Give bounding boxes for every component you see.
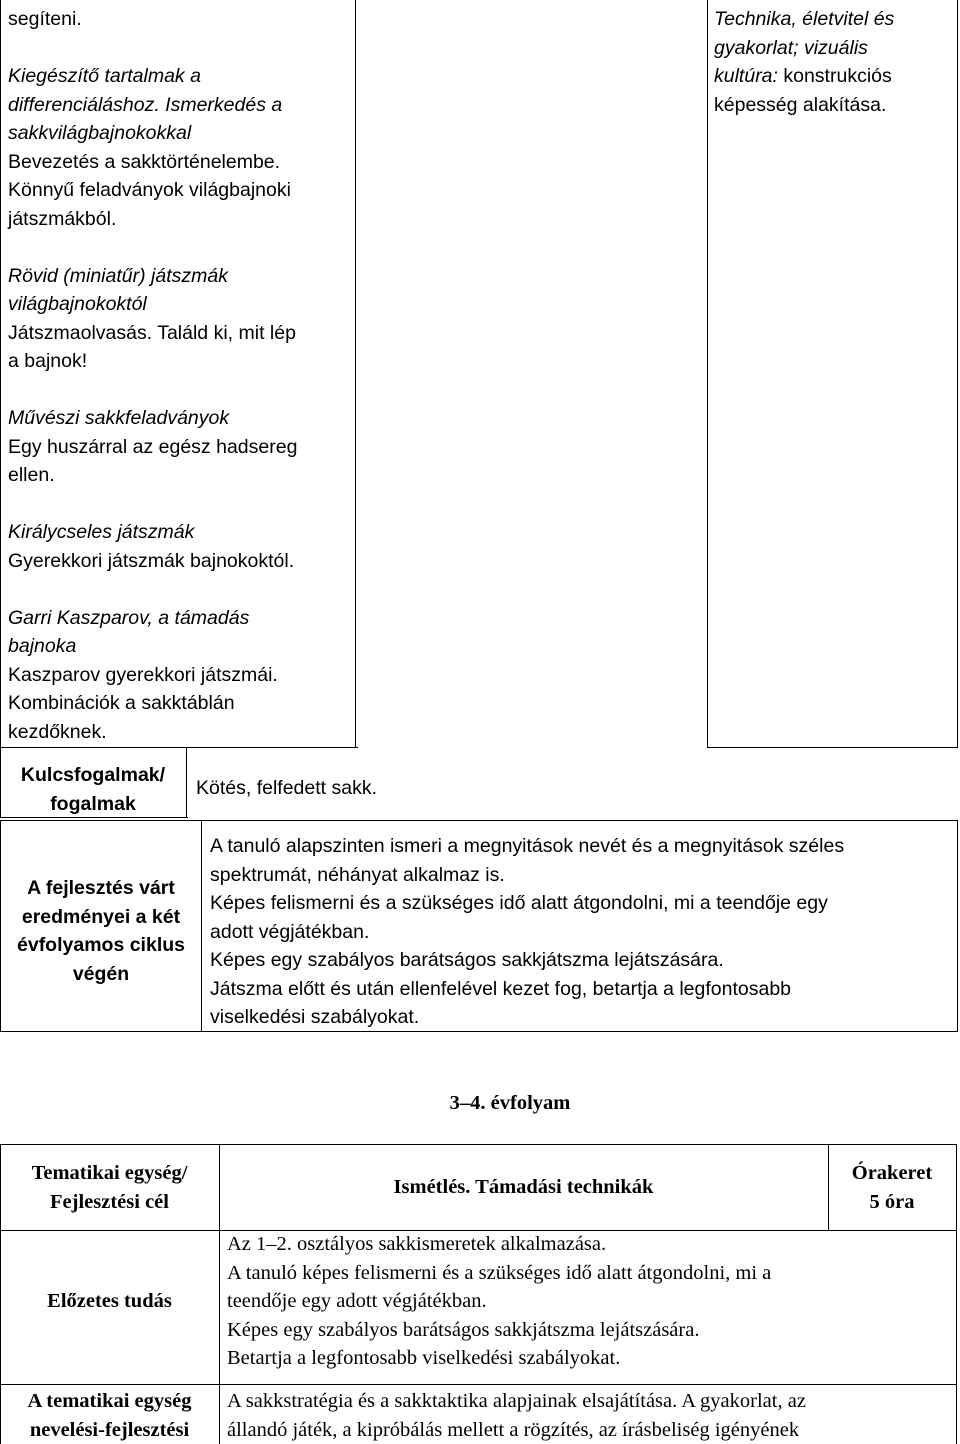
col3-line: [714, 34, 954, 63]
topic-unit-label-line: Fejlesztési cél: [50, 1190, 169, 1213]
outcomes-line: Képes egy szabályos barátságos sakkjátszma lejátszására.: [210, 949, 724, 971]
col1-line: [8, 233, 353, 262]
topic-unit-label: [0, 1159, 219, 1216]
col1-line: világbajnokoktól: [8, 293, 147, 315]
col3-line-italic: gyakorlat; vizuális: [714, 36, 868, 59]
col1-line: Kombinációk a sakktáblán: [8, 692, 235, 714]
goals-line: állandó játék, a kipróbálás mellett a rögzítés, az írásbeliség igényének: [227, 1418, 800, 1441]
grade-heading: 3–4. évfolyam: [449, 1092, 571, 1114]
goals-line: A sakkstratégia és a sakktaktika alapjainak elsajátítása. A gyakorlat, az: [227, 1390, 806, 1412]
col1-line: Királycseles játszmák: [8, 521, 195, 543]
col1-line: Játszmaolvasás. Találd ki, mit lép: [8, 321, 296, 344]
outcomes-line: adott végjátékban.: [210, 920, 370, 943]
outcomes-line: Játszma előtt és után ellenfelével kezet fog, betartja a legfontosabb: [210, 977, 792, 1000]
col1-line: ellen.: [8, 464, 55, 486]
prior-knowledge-line: teendője egy adott végjátékban.: [227, 1290, 487, 1312]
col1-line: Bevezetés a sakktörténelembe.: [8, 150, 281, 173]
prior-knowledge-content: [227, 1230, 952, 1373]
outcomes-line: A tanuló alapszinten ismeri a megnyitások nevét és a megnyitások széles: [210, 835, 845, 857]
col1-line: [8, 34, 353, 63]
topic-title: Ismétlés. Támadási technikák: [393, 1176, 654, 1198]
col3-line: [714, 91, 954, 120]
outcomes-label-line: eredményei a két: [21, 905, 181, 928]
prior-knowledge-line: Az 1–2. osztályos sakkismeretek alkalmazása.: [227, 1233, 607, 1255]
hours-line: Órakeret: [851, 1162, 933, 1184]
top-col3-content: [714, 5, 954, 119]
col1-line: Gyerekkori játszmák bajnokoktól.: [8, 549, 295, 572]
topic-unit-label-line: Tematikai egység/: [31, 1162, 188, 1184]
col3-line-normal: konstrukciós: [777, 65, 892, 87]
col1-line: a bajnok!: [8, 350, 88, 372]
col1-line: játszmákból.: [8, 207, 117, 230]
hours-line: 5 óra: [869, 1190, 915, 1213]
col1-line: Kiegészítő tartalmak a: [8, 65, 201, 87]
key-concepts-label: [0, 761, 186, 818]
outcomes-label-line: végén: [72, 962, 130, 985]
col1-line: [8, 490, 353, 519]
prior-knowledge-line: A tanuló képes felismerni és a szükséges idő alatt átgondolni, mi a: [227, 1261, 772, 1284]
goals-label-line: A tematikai egység: [27, 1390, 192, 1412]
outcomes-content: [210, 832, 955, 1032]
col1-line: Könnyű feladványok világbajnoki: [8, 179, 291, 201]
outcomes-label-line: évfolyamos ciklus: [17, 934, 185, 956]
key-concepts-label-line: fogalmak: [50, 792, 136, 815]
col1-line: Egy huszárral az egész hadsereg: [8, 435, 298, 458]
col1-line: bajnoka: [8, 635, 77, 657]
col1-line: differenciáláshoz. Ismerkedés a: [8, 93, 283, 116]
prior-knowledge-line: Betartja a legfontosabb viselkedési szabályokat.: [227, 1347, 621, 1369]
col1-line: sakkvilágbajnokokkal: [8, 122, 192, 144]
outcomes-line: viselkedési szabályokat.: [210, 1006, 420, 1028]
top-col1-content: [8, 5, 353, 746]
hours-allotment: [828, 1159, 956, 1216]
col3-line-normal: képesség alakítása.: [714, 93, 887, 116]
goals-label-line: nevelési-fejlesztési: [29, 1418, 190, 1441]
col3-line: [714, 5, 954, 34]
col1-line: kezdőknek.: [8, 720, 107, 743]
outcomes-line: spektrumát, néhányat alkalmaz is.: [210, 863, 505, 886]
col3-line: [714, 62, 954, 91]
col3-line-italic: Technika, életvitel és: [714, 8, 895, 30]
col1-line: Művészi sakkfeladványok: [8, 407, 230, 429]
goals-content: [227, 1387, 952, 1444]
col1-line: [8, 376, 353, 405]
outcomes-line: Képes felismerni és a szükséges idő alatt átgondolni, mi a teendője egy: [210, 892, 828, 914]
col3-line-italic: kultúra:: [714, 65, 778, 87]
col1-line: Garri Kaszparov, a támadás: [8, 606, 250, 629]
prior-knowledge-line: Képes egy szabályos barátságos sakkjátszma lejátszására.: [227, 1318, 700, 1341]
outcomes-label-line: A fejlesztés várt: [27, 877, 175, 899]
col1-line: [8, 575, 353, 604]
col1-line: segíteni.: [8, 8, 82, 30]
key-concepts-label-line: Kulcsfogalmak/: [20, 764, 166, 786]
prior-knowledge-label: Előzetes tudás: [47, 1290, 172, 1312]
goals-label: [0, 1387, 219, 1444]
col1-line: Kaszparov gyerekkori játszmái.: [8, 663, 278, 686]
key-concepts-value: Kötés, felfedett sakk.: [196, 777, 378, 799]
col1-line: Rövid (miniatűr) játszmák: [8, 264, 228, 287]
outcomes-label: [0, 874, 202, 988]
